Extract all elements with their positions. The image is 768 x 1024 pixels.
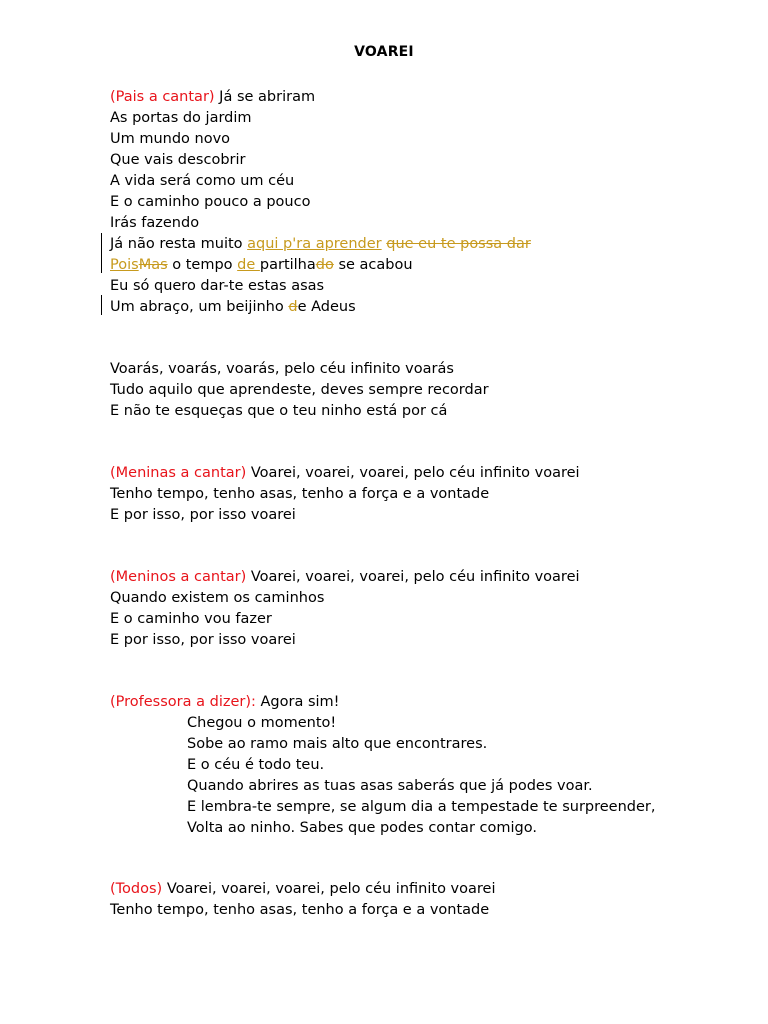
teacher-line-7: Volta ao ninho. Sabes que podes contar comigo. xyxy=(187,820,537,836)
lyric-text: Já se abriram xyxy=(214,89,316,105)
lyric-text: Já não resta muito xyxy=(110,236,248,252)
tracked-insertion: Pois xyxy=(110,257,139,273)
lyric-text: Agora sim! xyxy=(255,694,340,710)
lyric-text: o tempo xyxy=(167,257,238,273)
speaker-label: (Meninos a cantar) xyxy=(110,569,247,585)
verse1-line-4: Que vais descobrir xyxy=(110,152,246,168)
tracked-insertion: aqui p'ra aprender xyxy=(247,236,382,252)
boys-line-3: E o caminho vou fazer xyxy=(110,611,272,627)
verse1-line-5: A vida será como um céu xyxy=(110,173,295,189)
lyric-text: se acabou xyxy=(333,257,413,273)
chorus-line-1: Voarás, voarás, voarás, pelo céu infinito voarás xyxy=(110,361,454,377)
boys-line-4: E por isso, por isso voarei xyxy=(110,632,296,648)
lyric-text: Voarei, voarei, voarei, pelo céu infinito voarei xyxy=(162,881,496,897)
verse1-revised-line-3 xyxy=(110,297,356,317)
teacher-line-2: Chegou o momento! xyxy=(187,715,337,731)
verse1-line-3: Um mundo novo xyxy=(110,131,231,147)
tracked-deletion: que eu te possa dar xyxy=(386,236,531,252)
verse1-line-2: As portas do jardim xyxy=(110,110,252,126)
boys-line-1 xyxy=(110,567,580,587)
verse1-revised-line-2 xyxy=(110,255,413,275)
speaker-label: (Todos) xyxy=(110,881,163,897)
lyric-text: e Adeus xyxy=(297,299,356,315)
girls-line-2: Tenho tempo, tenho asas, tenho a força e a vontade xyxy=(110,486,490,502)
lyric-text: Um abraço, um beijinho xyxy=(110,299,289,315)
teacher-line-6: E lembra-te sempre, se algum dia a tempestade te surpreender, xyxy=(187,799,656,815)
girls-line-1 xyxy=(110,463,580,483)
tracked-insertion: de xyxy=(237,257,260,273)
tracked-deletion: Mas xyxy=(138,257,168,273)
verse1-line-1 xyxy=(110,87,315,107)
teacher-line-4: E o céu é todo teu. xyxy=(187,757,325,773)
lyric-text: Voarei, voarei, voarei, pelo céu infinito voarei xyxy=(246,569,580,585)
verse1-line-6: E o caminho pouco a pouco xyxy=(110,194,311,210)
verse1-line-10: Eu só quero dar-te estas asas xyxy=(110,278,325,294)
song-title: VOAREI xyxy=(354,44,414,60)
change-bar xyxy=(101,233,102,273)
speaker-label: (Pais a cantar) xyxy=(110,89,215,105)
chorus-line-3: E não te esqueças que o teu ninho está por cá xyxy=(110,403,448,419)
change-bar xyxy=(101,295,102,315)
teacher-line-3: Sobe ao ramo mais alto que encontrares. xyxy=(187,736,488,752)
all-line-2: Tenho tempo, tenho asas, tenho a força e a vontade xyxy=(110,902,490,918)
girls-line-3: E por isso, por isso voarei xyxy=(110,507,296,523)
tracked-deletion: d xyxy=(288,299,298,315)
teacher-line-5: Quando abrires as tuas asas saberás que já podes voar. xyxy=(187,778,593,794)
verse1-line-7: Irás fazendo xyxy=(110,215,200,231)
chorus-line-2: Tudo aquilo que aprendeste, deves sempre recordar xyxy=(110,382,489,398)
teacher-line-1 xyxy=(110,692,339,712)
speaker-label: (Professora a dizer): xyxy=(110,694,256,710)
lyric-text: Voarei, voarei, voarei, pelo céu infinito voarei xyxy=(246,465,580,481)
boys-line-2: Quando existem os caminhos xyxy=(110,590,325,606)
all-line-1 xyxy=(110,879,495,899)
tracked-deletion: do xyxy=(315,257,334,273)
lyric-text: partilha xyxy=(259,257,316,273)
verse1-revised-line-1 xyxy=(110,234,531,254)
speaker-label: (Meninas a cantar) xyxy=(110,465,247,481)
